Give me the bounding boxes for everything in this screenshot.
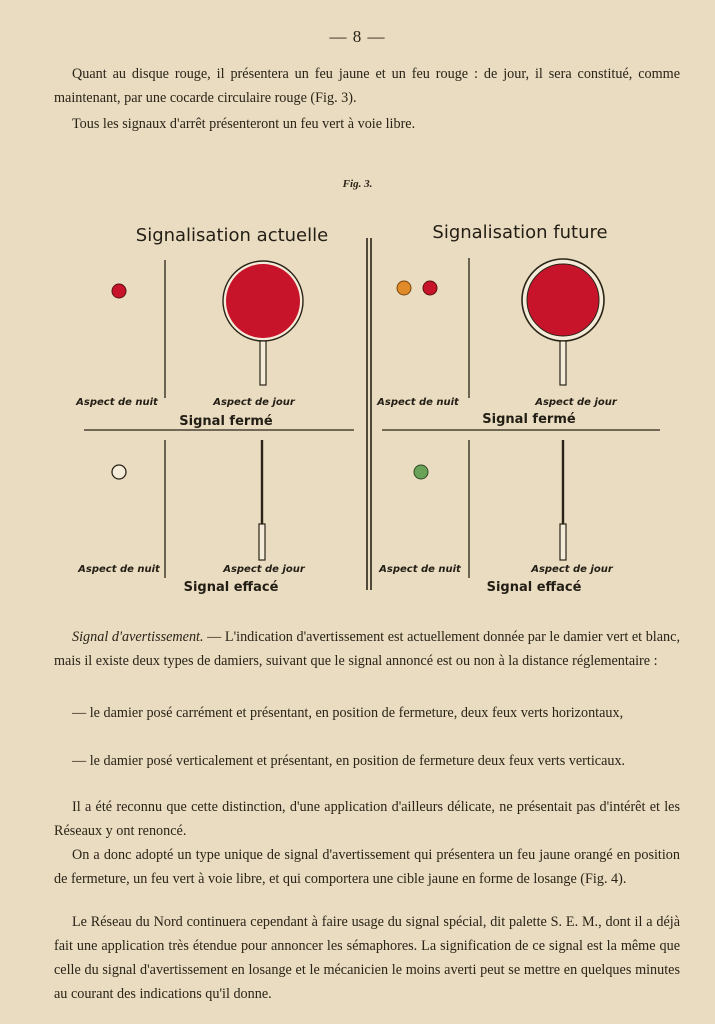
svg-text:Aspect de jour: Aspect de jour — [531, 564, 613, 575]
svg-text:Aspect de jour: Aspect de jour — [535, 397, 617, 408]
future-day-disc-edge-on — [560, 440, 566, 560]
svg-text:Aspect de jour: Aspect de jour — [213, 397, 295, 408]
current-day-disc-edge-on — [259, 440, 265, 560]
signal-figure — [0, 200, 715, 620]
future-day-red-disc — [522, 259, 604, 385]
page-number: — 8 — — [329, 27, 386, 46]
body-paragraph-1: Signal d'avertissement. — L'indication d'avertissement est actuellement donnée par le damier vert et blanc, mais il existe deux types de damiers, suivant que le signal annoncé est ou non à la distance réglementaire : — [54, 629, 680, 669]
future-night-orange-light — [397, 281, 411, 295]
left-cleared-label: Signal effacé — [183, 580, 279, 595]
future-night-green-light — [414, 465, 428, 479]
body-paragraph-2: — le damier posé carrément et présentant, en position de fermeture, deux feux verts horizontaux, — [72, 705, 624, 721]
figure-caption: Fig. 3. — [342, 178, 373, 190]
svg-text:Aspect de nuit: Aspect de nuit — [78, 564, 160, 575]
body-paragraph-3: — le damier posé verticalement et présentant, en position de fermeture deux feux verts verticaux. — [72, 753, 626, 769]
body-paragraph-4: Il a été reconnu que cette distinction, d'une application d'ailleurs délicate, ne présentait pas d'intérêt et les Réseaux y ont renoncé. — [54, 799, 680, 839]
current-night-white-light — [112, 465, 126, 479]
current-night-red-light — [112, 284, 126, 298]
left-closed-label: Signal fermé — [179, 414, 273, 429]
current-day-red-disc — [223, 261, 303, 385]
svg-text:Aspect de nuit: Aspect de nuit — [377, 397, 459, 408]
svg-text:Aspect de nuit: Aspect de nuit — [379, 564, 461, 575]
right-title: Signalisation future — [432, 222, 608, 243]
intro-paragraph-2: Tous les signaux d'arrêt présenteront un feu vert à voie libre. — [72, 116, 416, 132]
intro-paragraph-1: Quant au disque rouge, il présentera un feu jaune et un feu rouge : de jour, il sera constitué, comme maintenant, par une cocarde circulaire rouge (Fig. 3). — [54, 66, 680, 106]
right-closed-label: Signal fermé — [482, 412, 576, 427]
svg-text:Aspect de nuit: Aspect de nuit — [76, 397, 158, 408]
svg-text:Aspect de jour: Aspect de jour — [223, 564, 305, 575]
left-title: Signalisation actuelle — [135, 225, 329, 246]
body-paragraph-6: Le Réseau du Nord continuera cependant à faire usage du signal spécial, dit palette S. E. M., dont il a déjà fait une application très étendue pour annoncer les sémaphores. La signification de ce signal est la même que celle du signal d'avertissement en losange et le mécanicien le moins averti peut se mettre en quelques minutes au courant des indications qu'il donne. — [54, 914, 680, 1002]
future-night-red-light — [423, 281, 437, 295]
right-cleared-label: Signal effacé — [486, 580, 582, 595]
body-paragraph-5: On a donc adopté un type unique de signal d'avertissement qui présentera un feu jaune orangé en position de fermeture, un feu vert à voie libre, et qui comportera une cible jaune en forme de losange (Fig. 4). — [54, 847, 680, 887]
section-lead: Signal d'avertissement. — [72, 629, 204, 645]
